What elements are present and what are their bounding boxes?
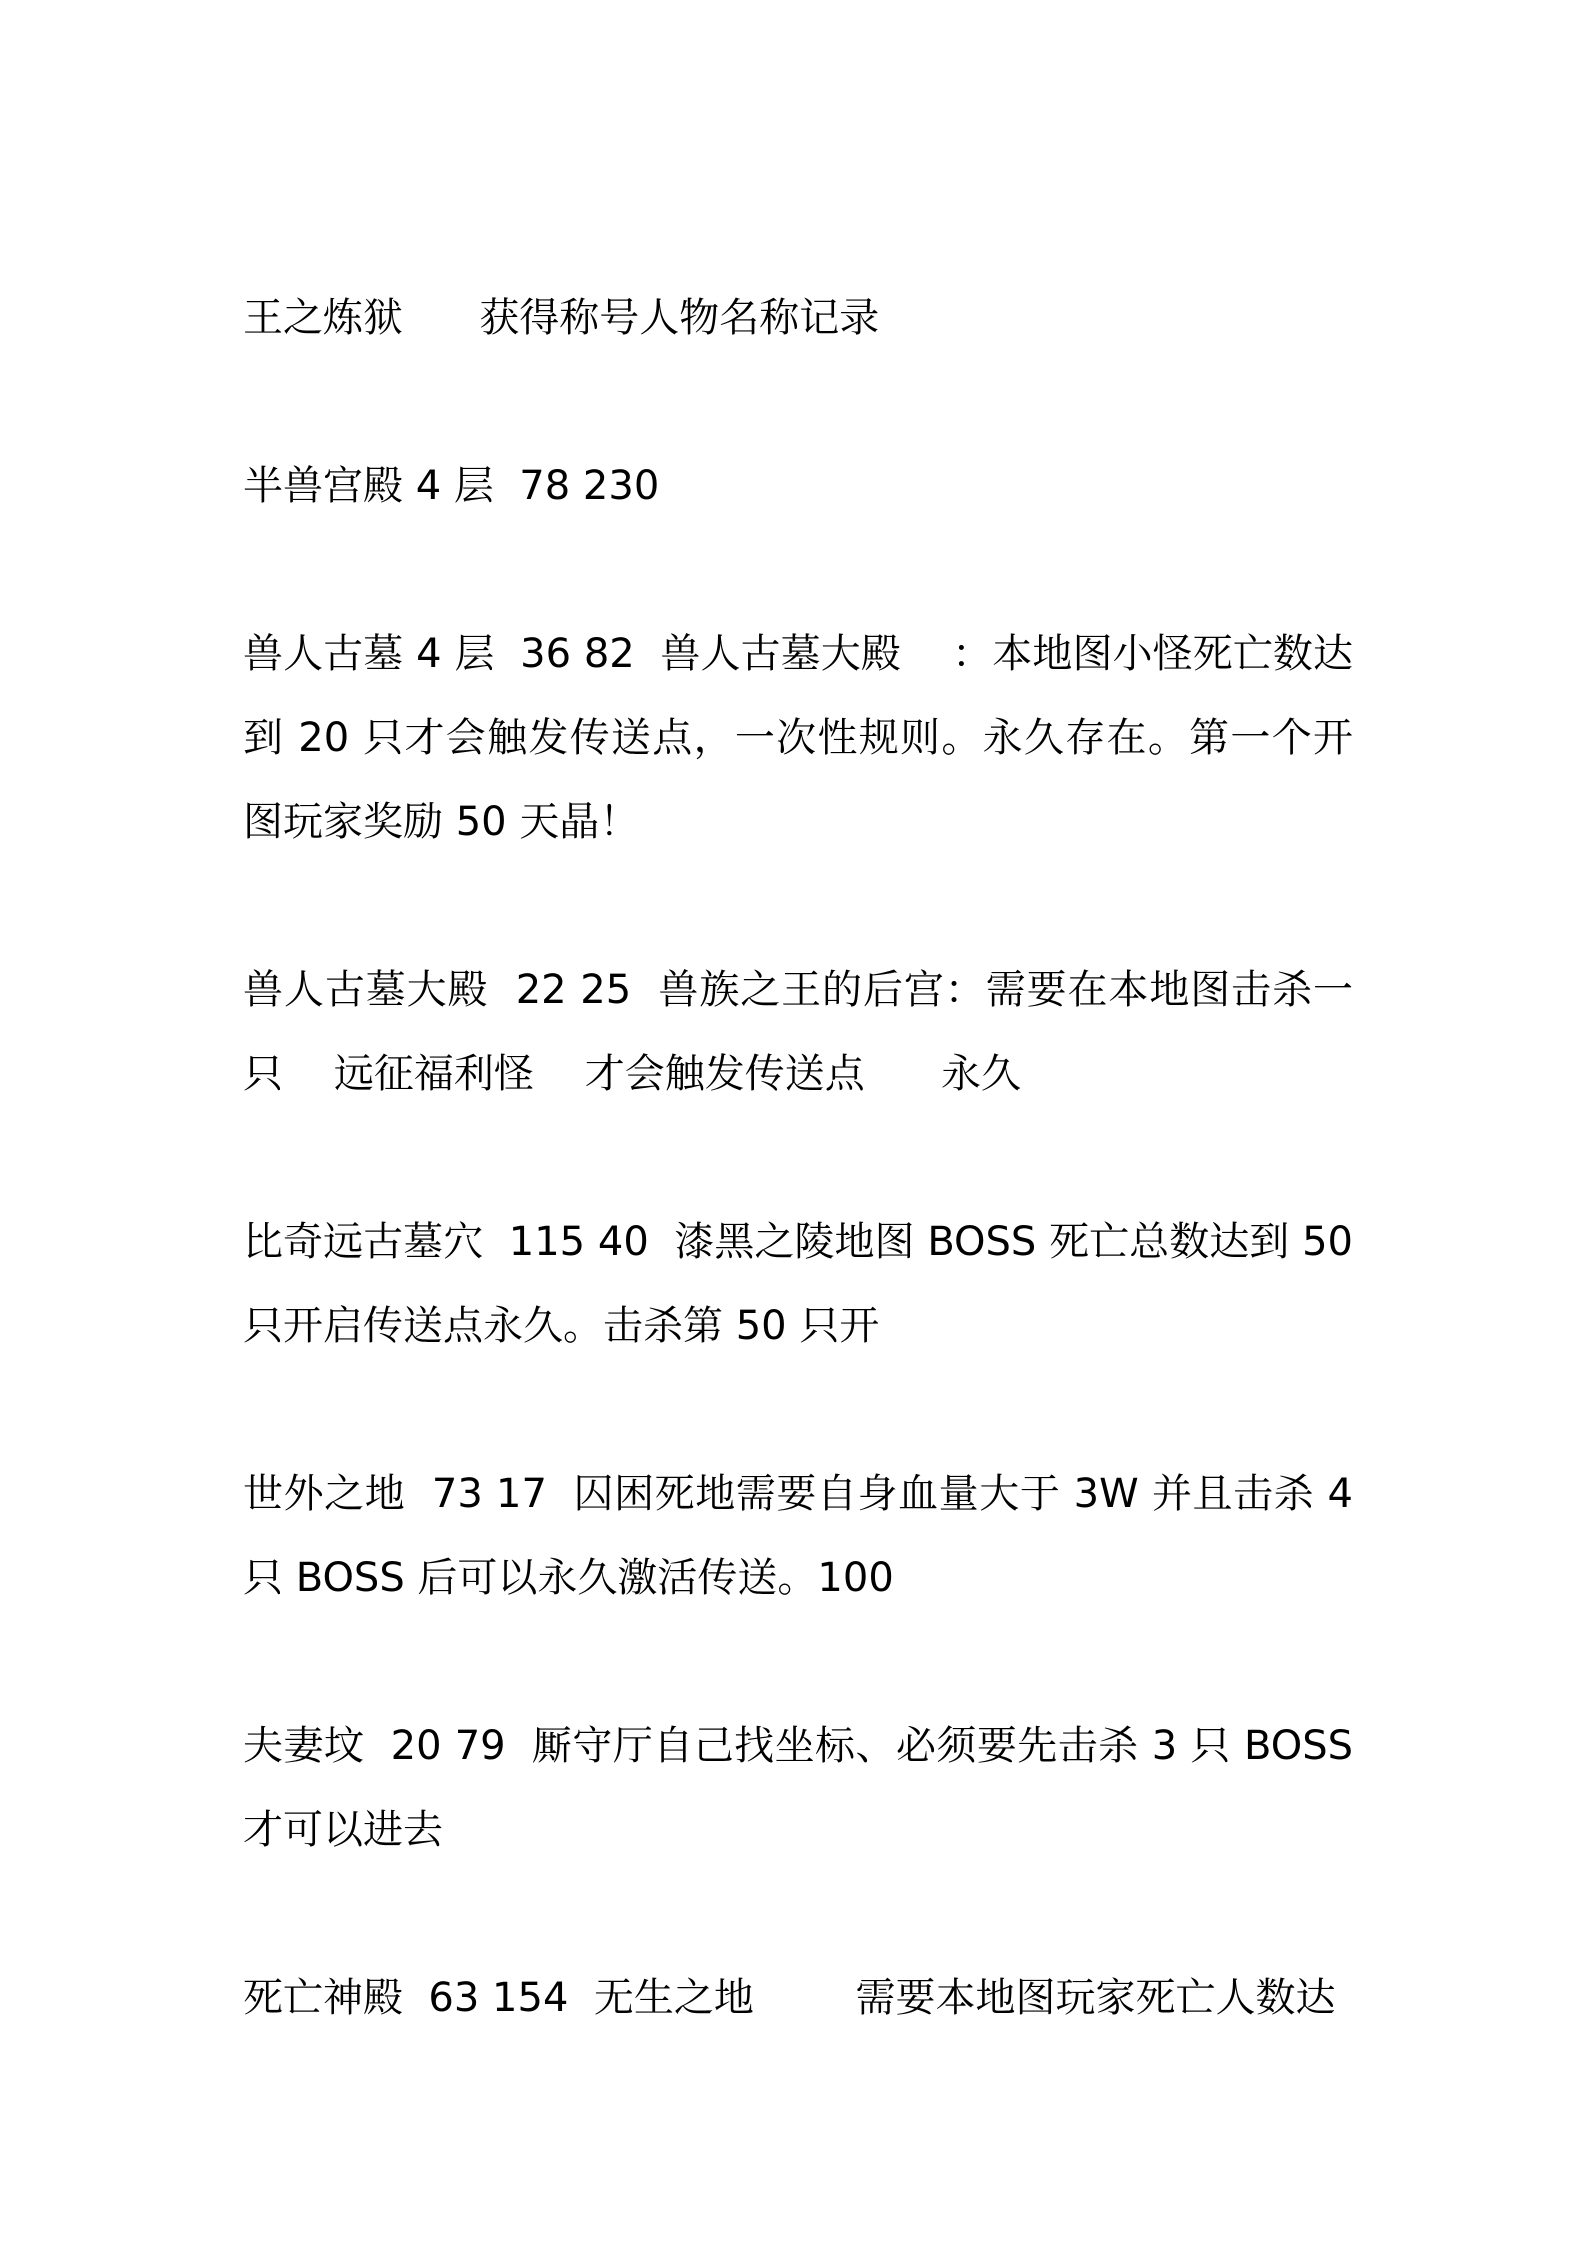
map-entry-orc-palace: 半兽宫殿 4 层 78 230 bbox=[243, 463, 660, 509]
map-entry-couple-grave: 夫妻坟 20 79 厮守厅自己找坐标、必须要先击杀 3 只 BOSS 才可以进去 bbox=[243, 1723, 1366, 1853]
map-entry-death-temple: 死亡神殿 63 154 无生之地 需要本地图玩家死亡人数达 bbox=[243, 1975, 1336, 2021]
map-entry-orc-tomb-hall: 兽人古墓大殿 22 25 兽族之王的后宫：需要在本地图击杀一只 远征福利怪 才会触发传送点 永久 bbox=[243, 967, 1353, 1097]
map-entry-otherworld: 世外之地 73 17 囚困死地需要自身血量大于 3W 并且击杀 4 只 BOSS 后可以永久激活传送。100 bbox=[243, 1471, 1366, 1601]
document-page bbox=[243, 0, 1366, 2245]
map-entry-orc-tomb: 兽人古墓 4 层 36 82 兽人古墓大殿 ：本地图小怪死亡数达到 20 只才会触发传送点，一次性规则。永久存在。第一个开图玩家奖励 50 天晶！ bbox=[243, 631, 1353, 845]
doc-title-line: 王之炼狱 获得称号人物名称记录 bbox=[243, 295, 880, 341]
map-entry-bichi-ancient-tomb: 比奇远古墓穴 115 40 漆黑之陵地图 BOSS 死亡总数达到 50 只开启传送点永久。击杀第 50 只开 bbox=[243, 1219, 1366, 1349]
